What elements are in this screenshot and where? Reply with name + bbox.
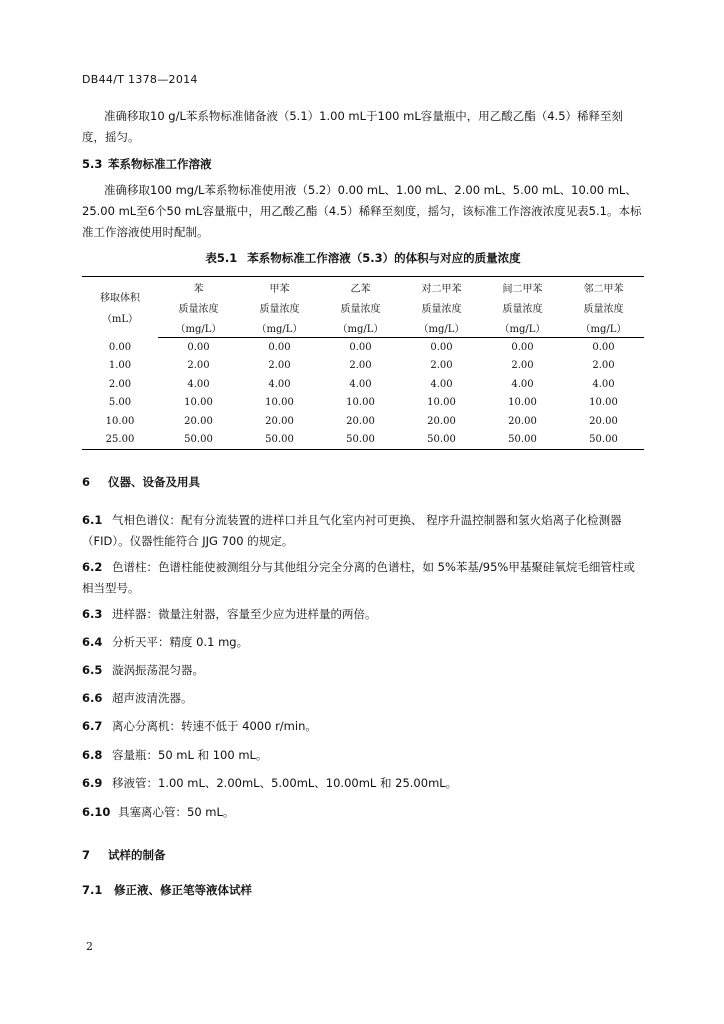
table-cell: 10.00 [427, 397, 456, 409]
item-number: 6.1 [82, 513, 103, 527]
list-item-6-7 [82, 716, 644, 737]
section-number: 7 [82, 848, 91, 862]
list-item-6-5 [82, 660, 644, 681]
header-compound: 乙苯 [320, 277, 401, 298]
table-cell: 2.00 [592, 360, 615, 372]
table-cell: 20.00 [265, 415, 294, 427]
table-cell: 0.00 [430, 341, 453, 353]
header-measure: 质量浓度 [178, 303, 219, 315]
section-number: 7.1 [82, 883, 103, 897]
item-text: 容量瓶：50 mL 和 100 mL。 [112, 748, 268, 762]
header-unit: （mg/L） [482, 317, 563, 338]
table-cell: 1.00 [108, 360, 132, 372]
table-cell: 10.00 [346, 397, 375, 409]
item-number: 6.3 [82, 607, 103, 621]
item-number: 6.6 [82, 691, 103, 705]
table-row [82, 412, 644, 431]
table-cell: 50.00 [482, 431, 563, 450]
table-cell: 4.00 [268, 378, 291, 390]
table-cell: 50.00 [239, 431, 320, 450]
header-volume-label: 移取体积 [100, 293, 140, 305]
table-caption [82, 250, 644, 266]
section-6-heading [82, 474, 200, 490]
header-compound: 苯 [158, 277, 239, 298]
table-cell: 25.00 [82, 431, 158, 450]
table-row [82, 357, 644, 376]
header-compound: 间二甲苯 [482, 277, 563, 298]
header-measure: 质量浓度 [340, 303, 381, 315]
table-cell: 4.00 [430, 378, 453, 390]
table-cell: 0.00 [349, 341, 372, 353]
table-cell: 0.00 [187, 341, 210, 353]
table-cell: 50.00 [563, 431, 644, 450]
header-measure: 质量浓度 [583, 303, 624, 315]
item-text: 离心分离机：转速不低于 4000 r/min。 [112, 719, 317, 733]
header-volume-unit: （mL） [101, 314, 139, 326]
table-cell: 20.00 [589, 415, 618, 427]
header-unit: （mg/L） [320, 317, 401, 338]
table-cell: 50.00 [320, 431, 401, 450]
table-cell: 0.00 [592, 341, 615, 353]
item-text: 分析天平：精度 0.1 mg。 [112, 635, 249, 649]
table-cell: 2.00 [349, 360, 372, 372]
item-number: 6.4 [82, 635, 103, 649]
table-cell: 4.00 [592, 378, 615, 390]
item-text: 色谱柱：色谱柱能使被测组分与其他组分完全分离的色谱柱，如 5%苯基/95%甲基聚硅氧烷毛细管柱或相当型号。 [82, 560, 635, 595]
table-cell: 2.00 [187, 360, 210, 372]
header-compound: 对二甲苯 [401, 277, 482, 298]
table-cell: 10.00 [105, 415, 135, 427]
section-number: 5.3 [82, 157, 103, 171]
item-number: 6.10 [82, 805, 111, 819]
table-cell: 10.00 [265, 397, 294, 409]
table-cell: 10.00 [508, 397, 537, 409]
header-measure: 质量浓度 [421, 303, 462, 315]
table-cell: 2.00 [108, 378, 132, 390]
item-number: 6.2 [82, 560, 103, 574]
intro-paragraph: 准确移取10 g/L苯系物标准储备液（5.1）1.00 mL于100 mL容量瓶中，用乙酸乙酯（4.5）稀释至刻度，摇匀。 [82, 109, 624, 144]
list-item-6-3 [82, 604, 644, 625]
section-5-3-paragraph: 准确移取100 mg/L苯系物标准使用液（5.2）0.00 mL、1.00 mL、2.00 mL、5.00 mL、10.00 mL、25.00 mL至6个50 mL容量瓶中，用乙酸乙酯（4.5）稀释至刻度，摇匀，该标准工作溶液浓度见表5.1。本标准工作溶液使用时配制。 [82, 183, 642, 239]
section-title: 试样的制备 [108, 848, 166, 862]
item-number: 6.7 [82, 719, 103, 733]
table-row [82, 431, 644, 450]
header-unit: （mg/L） [563, 317, 644, 338]
table-cell: 2.00 [430, 360, 453, 372]
item-number: 6.9 [82, 776, 103, 790]
item-text: 移液管：1.00 mL、2.00mL、5.00mL、10.00mL 和 25.00mL。 [112, 776, 458, 790]
section-5-3-heading [82, 156, 212, 172]
list-item-6-6 [82, 688, 644, 709]
table-cell: 50.00 [158, 431, 239, 450]
table-cell: 5.00 [108, 397, 132, 409]
table-cell: 10.00 [184, 397, 213, 409]
section-title: 仪器、设备及用具 [108, 475, 200, 489]
list-item-6-8 [82, 745, 644, 766]
page-number: 2 [86, 940, 93, 953]
table-cell: 50.00 [401, 431, 482, 450]
table-cell: 0.00 [268, 341, 291, 353]
list-item-6-9 [82, 773, 644, 794]
header-measure: 质量浓度 [259, 303, 300, 315]
table-cell: 20.00 [346, 415, 375, 427]
table-cell: 2.00 [511, 360, 534, 372]
table-cell: 4.00 [349, 378, 372, 390]
item-text: 进样器：微量注射器，容量至少应为进样量的两倍。 [112, 607, 377, 621]
header-unit: （mg/L） [158, 317, 239, 338]
section-title: 苯系物标准工作溶液 [108, 157, 212, 171]
table-cell: 4.00 [187, 378, 210, 390]
item-text: 超声波清洗器。 [112, 691, 193, 705]
table-row [82, 394, 644, 413]
header-volume [82, 277, 158, 338]
standard-id-header: DB44/T 1378—2014 [82, 73, 198, 86]
table-cell: 20.00 [427, 415, 456, 427]
header-compound: 甲苯 [239, 277, 320, 298]
table-caption-text: 苯系物标准工作溶液（5.3）的体积与对应的质量浓度 [247, 251, 521, 265]
table-row [82, 375, 644, 394]
concentration-table [82, 276, 644, 450]
item-number: 6.5 [82, 663, 103, 677]
item-text: 具塞离心管：50 mL。 [118, 805, 235, 819]
table-caption-number: 表5.1 [205, 251, 238, 265]
header-unit: （mg/L） [401, 317, 482, 338]
table-cell: 2.00 [268, 360, 291, 372]
table-cell: 20.00 [508, 415, 537, 427]
table-cell: 10.00 [589, 397, 618, 409]
item-number: 6.8 [82, 748, 103, 762]
list-item-6-4 [82, 632, 644, 653]
header-compound: 邻二甲苯 [563, 277, 644, 298]
table-cell: 4.00 [511, 378, 534, 390]
item-text: 漩涡振荡混匀器。 [112, 663, 204, 677]
table-cell: 0.00 [108, 341, 132, 353]
header-unit: （mg/L） [239, 317, 320, 338]
section-7-1-heading [82, 882, 252, 898]
section-number: 6 [82, 475, 91, 489]
item-text: 气相色谱仪：配有分流装置的进样口并且气化室内衬可更换、 程序升温控制器和氢火焰离子化检测器（FID）。仪器性能符合 JJG 700 的规定。 [82, 513, 622, 548]
section-title: 修正液、修正笔等液体试样 [114, 883, 252, 897]
list-item-6-1 [82, 510, 644, 552]
list-item-6-2 [82, 557, 644, 599]
list-item-6-10 [82, 802, 644, 823]
section-7-heading [82, 847, 166, 863]
table-cell: 0.00 [511, 341, 534, 353]
header-measure: 质量浓度 [502, 303, 543, 315]
table-row [82, 338, 644, 357]
table-cell: 20.00 [184, 415, 213, 427]
